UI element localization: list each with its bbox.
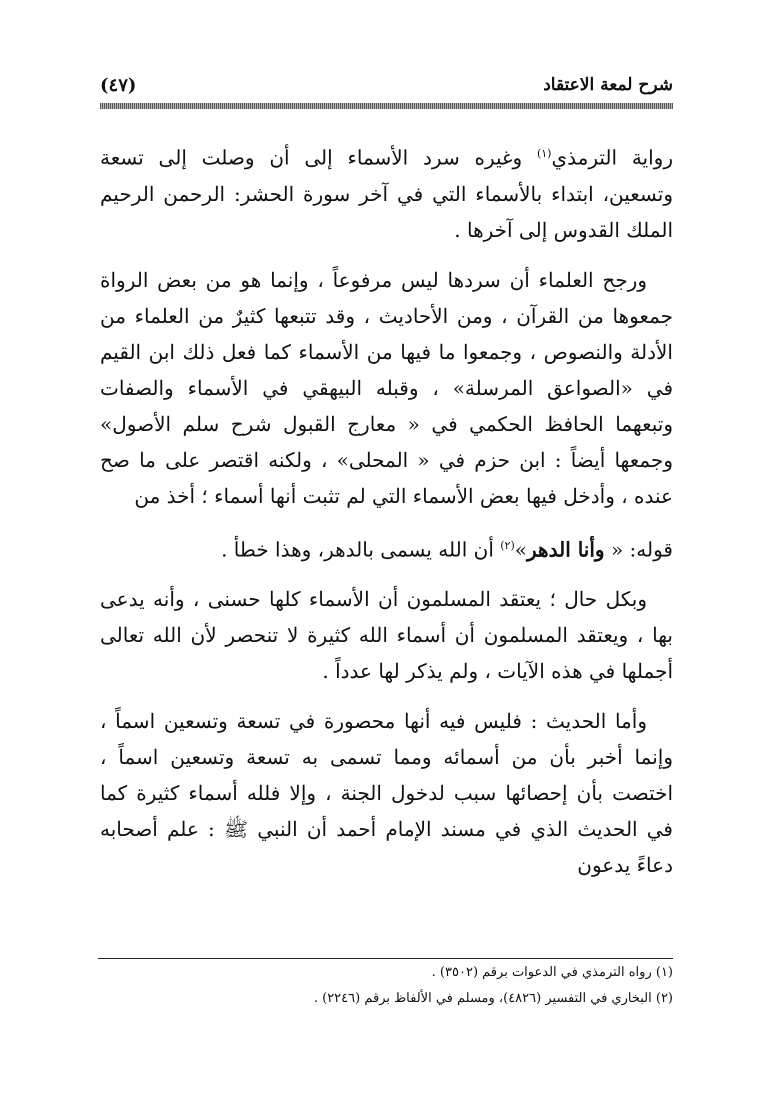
footnote-ref: (١): [536, 147, 552, 160]
text-run: وغيره سرد الأسماء إلى أن وصلت إلى تسعة وتسعين، ابتداء بالأسماء التي في آخر سورة الحشر: الرحمن الرحيم الملك القدوس إلى آخرها .: [100, 145, 673, 242]
footnotes: [100, 960, 673, 1012]
footnote: (١) رواه الترمذي في الدعوات برقم (٣٥٠٢) .: [431, 965, 673, 980]
text-run: قوله: «: [604, 537, 673, 562]
page-number: (٤٧): [100, 74, 137, 96]
text-run: رواية الترمذي: [551, 145, 673, 170]
paragraph: وأما الحديث : فليس فيه أنها محصورة في تسعة وتسعين اسماً ، وإنما أخبر بأن من أسمائه ومما تسمى به تسعة وتسعين اسماً ، اختصت بأن إحصائها سبب لدخول الجنة ، وإلا فلله أسماء كثيرة كما في الحديث الذي في مسند الإمام أحمد أن النبي ﷺ : علم أصحابه دعاءً يدعون: [100, 709, 673, 878]
paragraph: ورجح العلماء أن سردها ليس مرفوعاً ، وإنما هو من بعض الرواة جمعوها من القرآن ، ومن الأحاديث ، وقد تتبعها كثيرٌ من العلماء من الأدلة والنصوص ، وجمعوا ما فيها من الأسماء كما فعل ذلك ابن القيم في «الصواعق المرسلة» ، وقبله البيهقي في الأسماء والصفات وتبعهما الحافظ الحكمي في « معارج القبول شرح سلم الأصول» وجمعها أيضاً : ابن حزم في « المحلى» ، ولكنه اقتصر على ما صح عنده ، وأدخل فيها بعض الأسماء التي لم تثبت أنها أسماء ؛ أخذ من: [100, 267, 673, 508]
main-text: [100, 136, 673, 897]
running-title: شرح لمعة الاعتقاد: [543, 75, 673, 95]
page-header: [100, 70, 673, 100]
paragraph: [100, 528, 673, 568]
footnote: (٢) البخاري في التفسير (٤٨٢٦)، ومسلم في الألفاظ برقم (٢٢٤٦) .: [313, 991, 673, 1006]
hadith-quote: وأنا الدهر: [527, 537, 605, 562]
header-divider: [100, 103, 673, 109]
text-run: »: [514, 537, 528, 562]
paragraph: وبكل حال ؛ يعتقد المسلمون أن الأسماء كلها حسنى ، وأنه يدعى بها ، ويعتقد المسلمون أن أسماء الله كثيرة لا تنحصر لأن الله تعالى أجملها في هذه الآيات ، ولم يذكر لها عدداً .: [100, 587, 673, 684]
footnote-ref: (٢): [500, 538, 515, 552]
paragraph: [100, 136, 673, 248]
footnote-divider: [98, 958, 673, 959]
text-run: أن الله يسمى بالدهر، وهذا خطأ .: [221, 537, 501, 562]
